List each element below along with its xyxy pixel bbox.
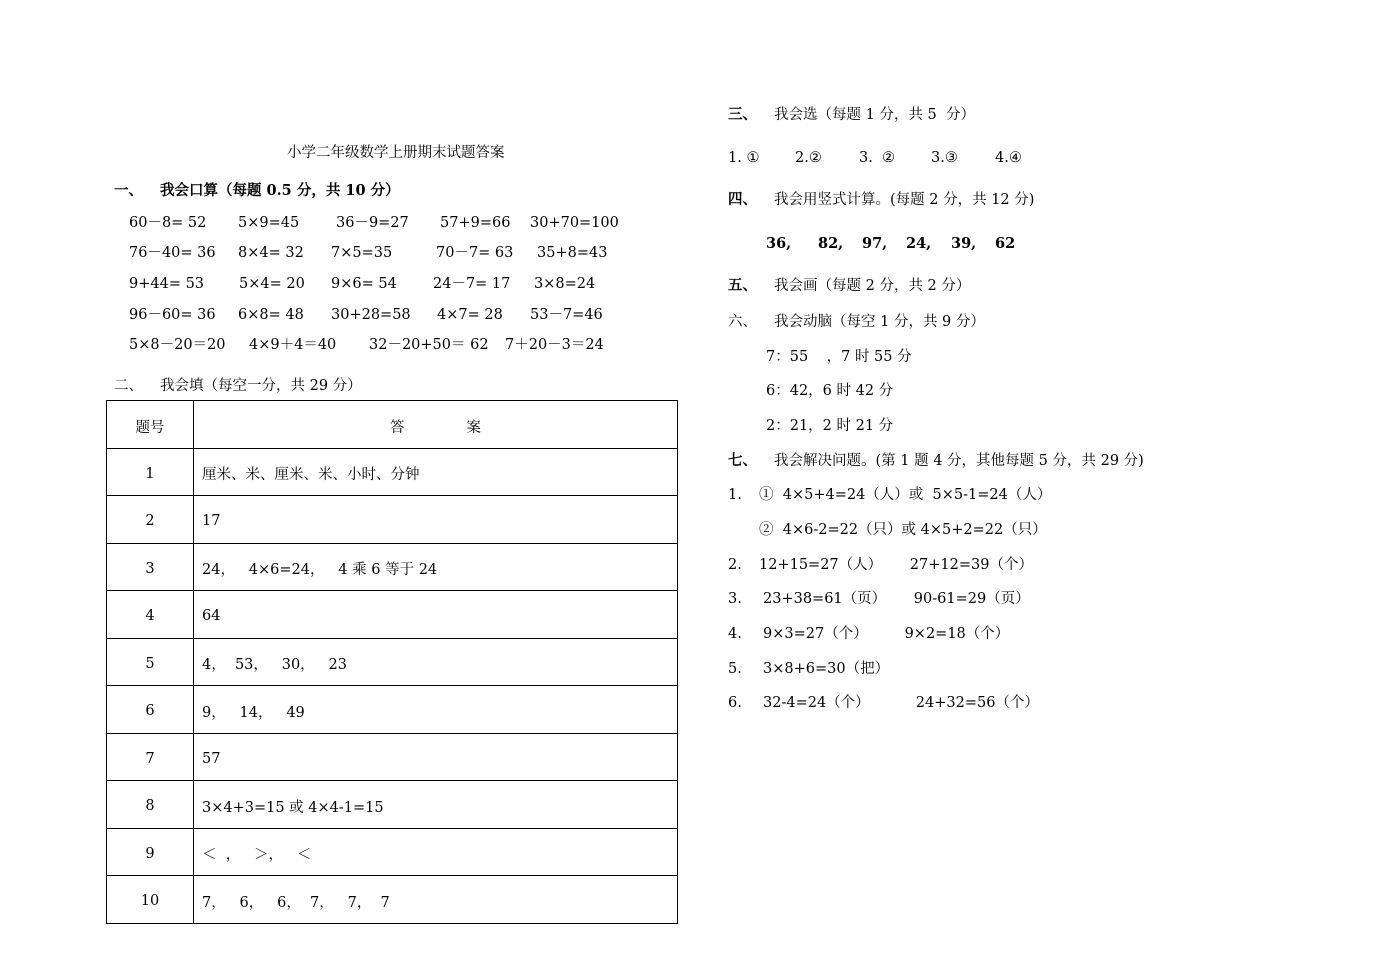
table-row — [107, 686, 678, 734]
calc-item: 6×8= 48 — [238, 307, 304, 323]
column-header-answer-char1: 答 — [390, 419, 405, 436]
section7-heading — [728, 454, 1144, 469]
clock-answer: 6：42，6 时 42 分 — [766, 383, 894, 399]
table-header-row — [107, 401, 678, 449]
section5-heading — [728, 279, 970, 294]
table-row — [107, 781, 678, 829]
section3-title: 我会选（每题 1 分，共 5 分） — [774, 107, 975, 123]
question-answer: 3×4+3=15 或 4×4-1=15 — [194, 781, 678, 829]
section1-title: 我会口算（每题 0.5 分，共 10 分） — [160, 182, 400, 199]
question-number: 9 — [107, 828, 194, 876]
choice-answer: 1. ① — [728, 150, 760, 166]
calc-item: 7×5=35 — [331, 245, 393, 261]
calc-item: 4×9＋4＝40 — [249, 337, 337, 353]
calc-item: 3×8=24 — [534, 276, 596, 292]
problem-answer: 32-4=24（个） 24+32=56（个） — [763, 695, 1039, 711]
clock-answer: 7：55 ，7 时 55 分 — [766, 349, 912, 365]
question-answer: 厘米、米、厘米、米、小时、分钟 — [194, 448, 678, 496]
problem-answer: 12+15=27（人） 27+12=39（个） — [759, 557, 1033, 573]
choice-answer: 3.③ — [931, 150, 958, 166]
section4-heading — [728, 193, 1034, 208]
calc-item: 5×9=45 — [238, 215, 300, 231]
problem-number: 2. — [728, 557, 742, 573]
choice-answer: 2.② — [795, 150, 822, 166]
question-number: 6 — [107, 686, 194, 734]
column-header-answer — [194, 401, 678, 449]
section2-number: 二、 — [114, 378, 143, 394]
problem-answer: 3×8+6=30（把） — [763, 661, 890, 677]
question-answer: 9， 14， 49 — [194, 686, 678, 734]
section4-number: 四、 — [728, 191, 757, 208]
table-row — [107, 448, 678, 496]
vertical-calc-answer: 39, — [951, 235, 977, 252]
page-title: 小学二年级数学上册期末试题答案 — [287, 145, 505, 161]
column-header-number: 题号 — [107, 401, 194, 449]
question-answer: ＜ ， ＞， ＜ — [194, 828, 678, 876]
section2-heading — [114, 379, 362, 394]
calc-item: 5×8－20＝20 — [129, 337, 226, 353]
section6-heading — [728, 315, 985, 330]
problem-number: 6. — [728, 695, 742, 711]
calc-item: 7＋20－3＝24 — [505, 337, 604, 353]
problem-number: 3. — [728, 591, 742, 607]
problem-answer: ① 4×5+4=24（人）或 5×5-1=24（人） — [759, 487, 1052, 503]
question-answer: 64 — [194, 591, 678, 639]
table-row — [107, 591, 678, 639]
choice-answer: 3. ② — [859, 150, 896, 166]
section7-number: 七、 — [728, 452, 757, 469]
calc-item: 4×7= 28 — [437, 307, 503, 323]
vertical-calc-answer: 97, — [862, 235, 888, 252]
question-answer: 24， 4×6=24， 4 乘 6 等于 24 — [194, 543, 678, 591]
calc-item: 96－60= 36 — [129, 307, 216, 323]
section3-number: 三、 — [728, 106, 757, 123]
table-row — [107, 638, 678, 686]
section1-heading — [114, 184, 400, 199]
clock-answer: 2：21，2 时 21 分 — [766, 418, 894, 434]
question-number: 5 — [107, 638, 194, 686]
question-answer: 4， 53， 30， 23 — [194, 638, 678, 686]
calc-item: 57+9=66 — [440, 215, 511, 231]
vertical-calc-answer: 24, — [906, 235, 932, 252]
calc-item: 9+44= 53 — [129, 276, 205, 292]
question-number: 2 — [107, 496, 194, 544]
problem-number: 1. — [728, 487, 742, 503]
calc-item: 70－7= 63 — [436, 245, 514, 261]
calc-item: 32－20+50＝ 62 — [369, 337, 489, 353]
question-answer: 57 — [194, 733, 678, 781]
question-answer: 7， 6， 6， 7， 7， 7 — [194, 876, 678, 924]
problem-number: 4. — [728, 626, 742, 642]
vertical-calc-answer: 62 — [995, 235, 1016, 252]
section1-number: 一、 — [114, 182, 143, 199]
section5-title: 我会画（每题 2 分，共 2 分） — [774, 278, 971, 294]
problem-answer: 23+38=61（页） 90-61=29（页） — [763, 591, 1030, 607]
question-answer: 17 — [194, 496, 678, 544]
question-number: 4 — [107, 591, 194, 639]
column-header-answer-char2: 案 — [466, 419, 481, 436]
calc-item: 30+28=58 — [331, 307, 411, 323]
question-number: 8 — [107, 781, 194, 829]
question-number: 10 — [107, 876, 194, 924]
vertical-calc-answer: 36, — [766, 235, 792, 252]
calc-item: 36－9=27 — [336, 215, 409, 231]
table-row — [107, 543, 678, 591]
vertical-calc-answer: 82, — [818, 235, 844, 252]
section2-title: 我会填（每空一分，共 29 分） — [160, 378, 362, 394]
calc-item: 76－40= 36 — [129, 245, 216, 261]
calc-item: 30+70=100 — [530, 215, 619, 231]
calc-item: 60－8= 52 — [129, 215, 207, 231]
calc-item: 8×4= 32 — [238, 245, 304, 261]
calc-item: 9×6= 54 — [331, 276, 397, 292]
table-row — [107, 496, 678, 544]
question-number: 3 — [107, 543, 194, 591]
table-row — [107, 828, 678, 876]
problem-answer: 9×3=27（个） 9×2=18（个） — [763, 626, 1010, 642]
section7-title: 我会解决问题。(第 1 题 4 分，其他每题 5 分，共 29 分) — [774, 453, 1144, 469]
section5-number: 五、 — [728, 277, 757, 294]
question-number: 7 — [107, 733, 194, 781]
problem-answer: ② 4×6-2=22（只）或 4×5+2=22（只） — [759, 522, 1047, 538]
calc-item: 24－7= 17 — [433, 276, 511, 292]
section4-title: 我会用竖式计算。(每题 2 分，共 12 分) — [774, 192, 1035, 208]
table-row — [107, 733, 678, 781]
section6-number: 六、 — [728, 314, 757, 330]
choice-answer: 4.④ — [995, 150, 1022, 166]
table-row — [107, 876, 678, 924]
section6-title: 我会动脑（每空 1 分，共 9 分） — [774, 314, 985, 330]
calc-item: 5×4= 20 — [239, 276, 305, 292]
answer-table — [106, 400, 678, 924]
problem-number: 5. — [728, 661, 742, 677]
question-number: 1 — [107, 448, 194, 496]
calc-item: 53－7=46 — [530, 307, 603, 323]
calc-item: 35+8=43 — [537, 245, 608, 261]
section3-heading — [728, 108, 975, 123]
